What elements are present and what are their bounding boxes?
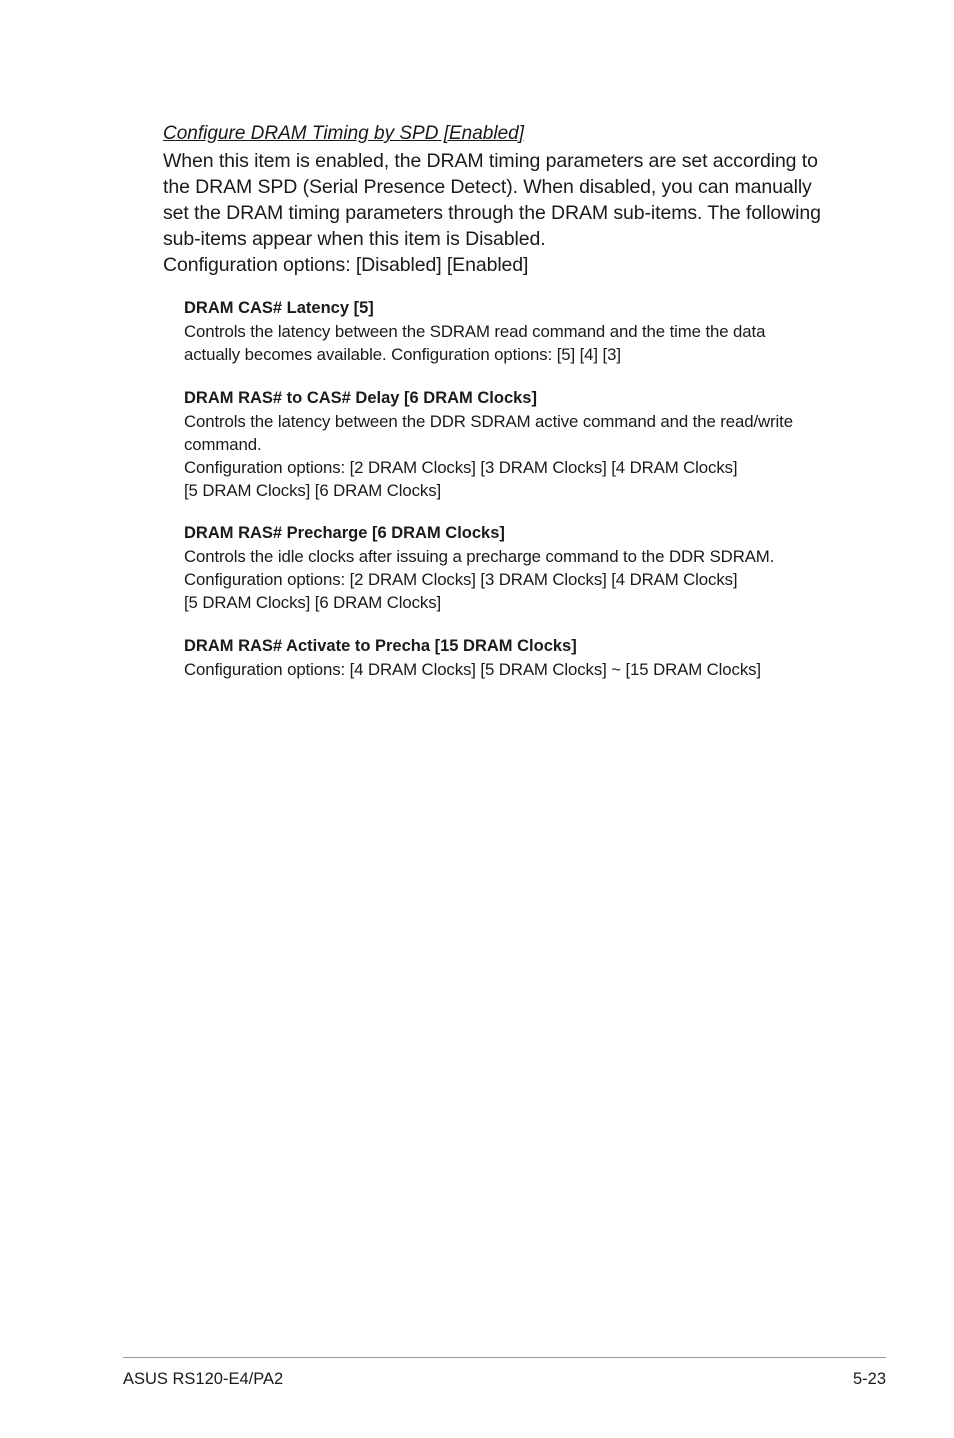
subitem-ras-to-cas-delay	[184, 387, 844, 502]
subitem-line: [5 DRAM Clocks] [6 DRAM Clocks]	[184, 481, 442, 500]
subitem-line: Configuration options: [2 DRAM Clocks] [3 DRAM Clocks] [4 DRAM Clocks]	[184, 458, 738, 477]
subitem-cas-latency	[184, 297, 844, 366]
subitem-line: Controls the latency between the DDR SDRAM active command and the read/write	[184, 412, 793, 431]
subitem-ras-precharge	[184, 522, 844, 614]
subitem-title: DRAM RAS# Activate to Precha [15 DRAM Clocks]	[184, 637, 577, 655]
subitem-title: DRAM CAS# Latency [5]	[184, 299, 374, 317]
section-line-1: When this item is enabled, the DRAM timing parameters are set according to	[163, 150, 818, 172]
footer-divider	[123, 1357, 886, 1358]
subitem-line: actually becomes available. Configuration options: [5] [4] [3]	[184, 345, 621, 364]
section-heading: Configure DRAM Timing by SPD [Enabled]	[163, 123, 524, 144]
section-line-4: sub-items appear when this item is Disabled.	[163, 228, 546, 250]
main-section	[163, 122, 853, 278]
footer-product-name: ASUS RS120-E4/PA2	[123, 1370, 284, 1388]
subitem-title: DRAM RAS# to CAS# Delay [6 DRAM Clocks]	[184, 389, 537, 407]
footer-page-number: 5-23	[852, 1370, 886, 1388]
section-line-2: the DRAM SPD (Serial Presence Detect). When disabled, you can manually	[163, 176, 812, 198]
subitem-ras-activate-to-precharge	[184, 635, 844, 681]
subitem-title: DRAM RAS# Precharge [6 DRAM Clocks]	[184, 524, 505, 542]
subitem-line: Configuration options: [2 DRAM Clocks] [3 DRAM Clocks] [4 DRAM Clocks]	[184, 570, 738, 589]
subitem-line: Controls the latency between the SDRAM read command and the time the data	[184, 322, 766, 341]
section-config-options: Configuration options: [Disabled] [Enabled]	[163, 254, 529, 276]
subitem-line: command.	[184, 435, 262, 454]
subitem-line: Controls the idle clocks after issuing a precharge command to the DDR SDRAM.	[184, 547, 775, 566]
section-line-3: set the DRAM timing parameters through the DRAM sub-items. The following	[163, 202, 821, 224]
subitem-line: [5 DRAM Clocks] [6 DRAM Clocks]	[184, 593, 442, 612]
subitem-line: Configuration options: [4 DRAM Clocks] [5 DRAM Clocks] ~ [15 DRAM Clocks]	[184, 660, 761, 679]
